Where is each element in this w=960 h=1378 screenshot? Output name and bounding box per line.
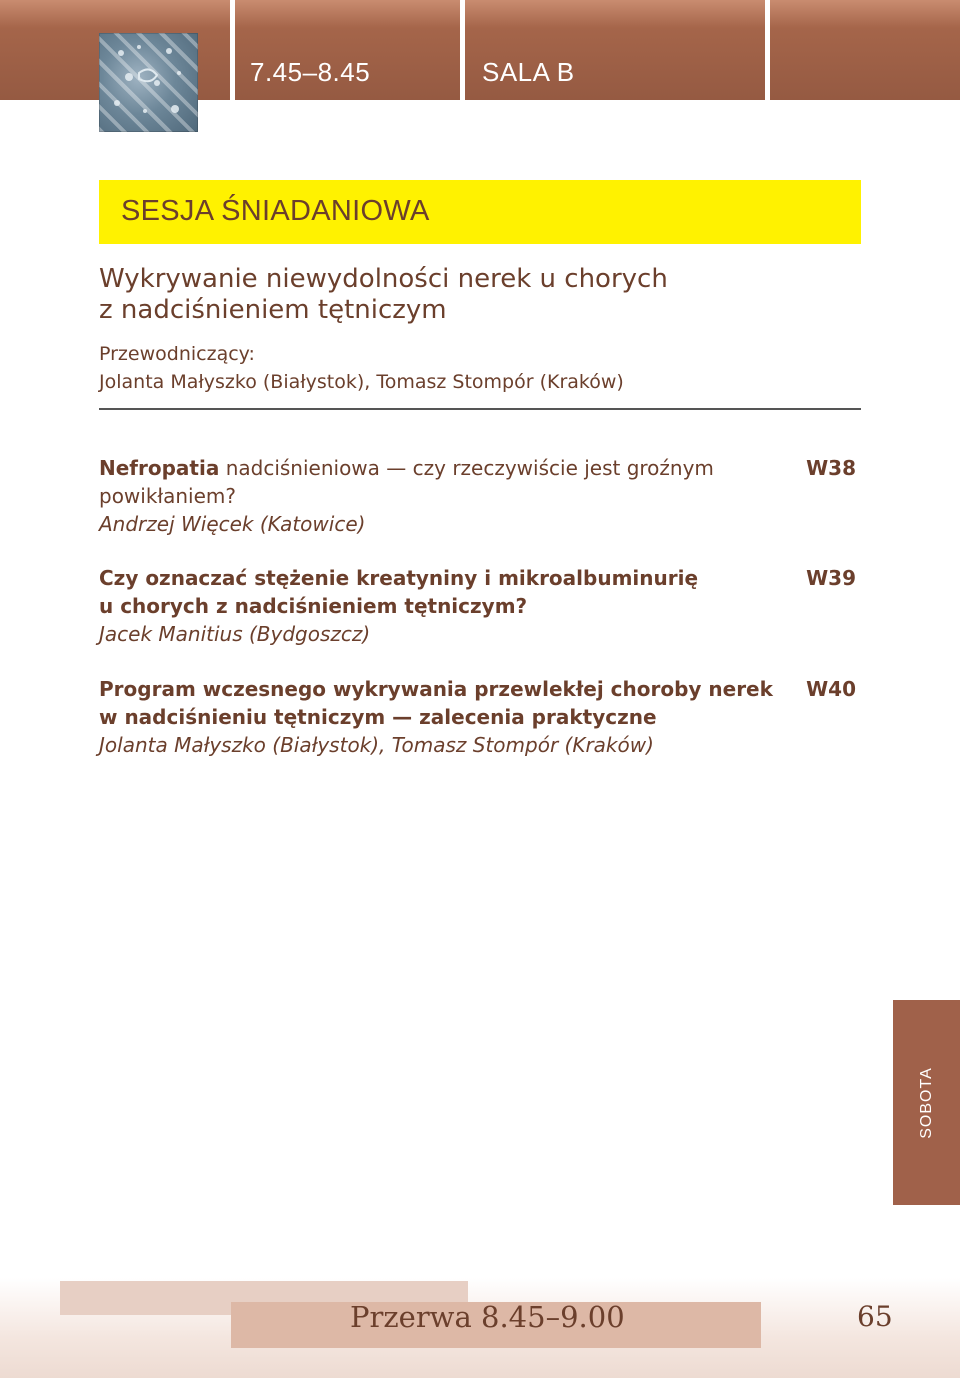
talk-title-line: w nadciśnieniu tętniczym — zalecenia praktyczne xyxy=(99,705,657,729)
talk-author: Jolanta Małyszko (Białystok), Tomasz Stompór (Kraków) xyxy=(99,733,654,757)
talk-code: W38 xyxy=(806,456,856,480)
break-label: Przerwa 8.45–9.00 xyxy=(350,1300,625,1334)
talk-code: W39 xyxy=(806,566,856,590)
talk-title-line: Czy oznaczać stężenie kreatyniny i mikroalbuminurię xyxy=(99,566,699,590)
day-tab-label: SOBOTA xyxy=(917,1066,935,1139)
section-divider xyxy=(99,408,861,410)
talk-title-line: u chorych z nadciśnieniem tętniczym? xyxy=(99,594,528,618)
session-title-line: z nadciśnieniem tętniczym xyxy=(99,295,447,325)
talk-title-line xyxy=(99,456,714,480)
talk-title-bold: Nefropatia xyxy=(99,456,220,480)
session-title-line: Wykrywanie niewydolności nerek u chorych xyxy=(99,264,668,294)
session-room: SALA B xyxy=(482,57,575,87)
talk-title-line: Program wczesnego wykrywania przewlekłej choroby nerek xyxy=(99,677,773,701)
header-band-segment xyxy=(770,0,960,100)
talk-code: W40 xyxy=(806,677,856,701)
talk-author: Jacek Manitius (Bydgoszcz) xyxy=(99,622,371,646)
conference-logo-icon xyxy=(99,33,198,132)
session-banner-label: SESJA ŚNIADANIOWA xyxy=(121,195,430,227)
page-number: 65 xyxy=(857,1300,893,1333)
session-time: 7.45–8.45 xyxy=(250,57,371,87)
day-tab xyxy=(893,1000,960,1205)
chair-label: Przewodniczący: xyxy=(99,343,255,365)
talk-title-line: powikłaniem? xyxy=(99,484,237,508)
talk-title-rest: nadciśnieniowa — czy rzeczywiście jest groźnym xyxy=(219,456,714,480)
chair-names: Jolanta Małyszko (Białystok), Tomasz Stompór (Kraków) xyxy=(99,371,624,393)
talk-author: Andrzej Więcek (Katowice) xyxy=(99,512,366,536)
session-banner xyxy=(99,180,861,244)
